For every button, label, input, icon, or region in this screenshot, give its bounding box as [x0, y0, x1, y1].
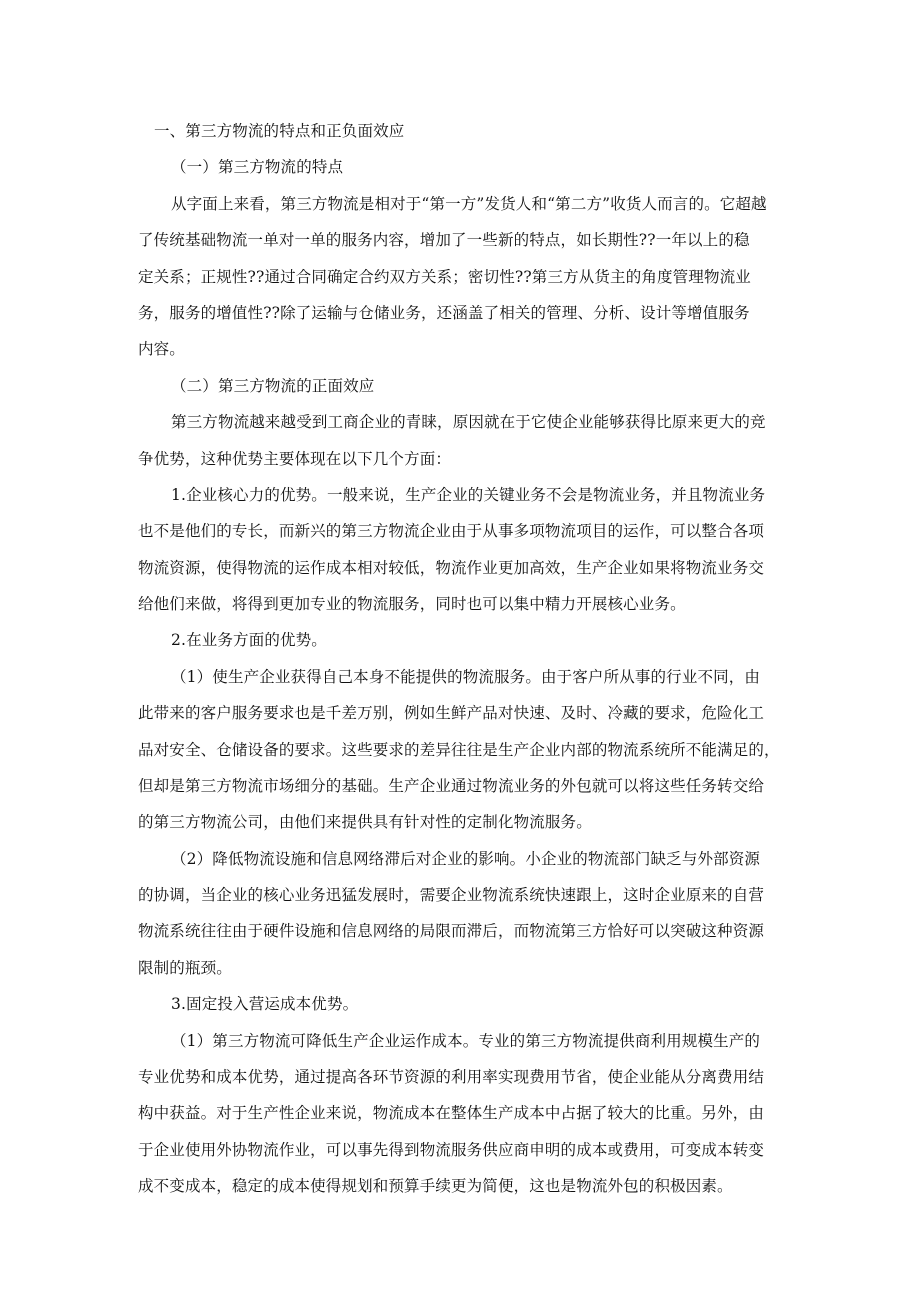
paragraph-line: 给他们来做，将得到更加专业的物流服务，同时也可以集中精力开展核心业务。 — [138, 595, 686, 613]
paragraph-line: 于企业使用外协物流作业，可以事先得到物流服务供应商申明的成本或费用，可变成本转变 — [138, 1141, 765, 1159]
paragraph-line: 但却是第三方物流市场细分的基础。生产企业通过物流业务的外包就可以将这些任务转交给 — [138, 777, 765, 795]
heading-1: 一、第三方物流的特点和正负面效应 — [154, 122, 405, 140]
paragraph-line: 的协调，当企业的核心业务迅猛发展时，需要企业物流系统快速跟上，这时企业原来的自营 — [138, 886, 765, 904]
paragraph-line: 专业优势和成本优势，通过提高各环节资源的利用率实现费用节省，使企业能从分离费用结 — [138, 1068, 765, 1086]
paragraph-line: 定关系；正规性??通过合同确定合约双方关系；密切性??第三方从货主的角度管理物流业 — [138, 268, 751, 286]
subheading: 3.固定投入营运成本优势。 — [171, 995, 359, 1013]
paragraph-line: 物流资源，使得物流的运作成本相对较低，物流作业更加高效，生产企业如果将物流业务交 — [138, 559, 765, 577]
heading-1-1: （一）第三方物流的特点 — [171, 158, 344, 176]
heading-1-2: （二）第三方物流的正面效应 — [171, 377, 375, 395]
paragraph-line: 从字面上来看，第三方物流是相对于“第一方”发货人和“第二方”收货人而言的。它超越 — [171, 195, 767, 213]
paragraph-line: 限制的瓶颈。 — [138, 959, 232, 977]
paragraph-line: 争优势，这种优势主要体现在以下几个方面： — [138, 450, 452, 468]
paragraph-line: 品对安全、仓储设备的要求。这些要求的差异往往是生产企业内部的物流系统所不能满足的， — [138, 741, 780, 759]
paragraph-line: 了传统基础物流一单对一单的服务内容，增加了一些新的特点，如长期性??一年以上的稳 — [138, 231, 750, 249]
paragraph-line: 成不变成本，稳定的成本使得规划和预算手续更为简便，这也是物流外包的积极因素。 — [138, 1177, 733, 1195]
paragraph-line: 此带来的客户服务要求也是千差万别，例如生鲜产品对快速、及时、冷藏的要求，危险化工 — [138, 704, 765, 722]
paragraph-line: 物流系统往往由于硬件设施和信息网络的局限而滞后，而物流第三方恰好可以突破这种资源 — [138, 922, 765, 940]
paragraph-line: 的第三方物流公司，由他们来提供具有针对性的定制化物流服务。 — [138, 813, 592, 831]
paragraph-line: 构中获益。对于生产性企业来说，物流成本在整体生产成本中占据了较大的比重。另外，由 — [138, 1104, 765, 1122]
paragraph-line: 1.企业核心力的优势。一般来说，生产企业的关键业务不会是物流业务，并且物流业务 — [171, 486, 766, 504]
subheading: 2.在业务方面的优势。 — [171, 631, 327, 649]
paragraph-line: 也不是他们的专长，而新兴的第三方物流企业由于从事多项物流项目的运作，可以整合各项 — [138, 522, 765, 540]
paragraph-line: （1）使生产企业获得自己本身不能提供的物流服务。由于客户所从事的行业不同，由 — [171, 668, 761, 686]
paragraph-line: （2）降低物流设施和信息网络滞后对企业的影响。小企业的物流部门缺乏与外部资源 — [171, 850, 761, 868]
paragraph-line: 内容。 — [138, 340, 185, 358]
paragraph-line: 务，服务的增值性??除了运输与仓储业务，还涵盖了相关的管理、分析、设计等增值服务 — [138, 304, 750, 322]
paragraph-line: 第三方物流越来越受到工商企业的青睐，原因就在于它使企业能够获得比原来更大的竞 — [171, 413, 766, 431]
paragraph-line: （1）第三方物流可降低生产企业运作成本。专业的第三方物流提供商利用规模生产的 — [171, 1032, 761, 1050]
